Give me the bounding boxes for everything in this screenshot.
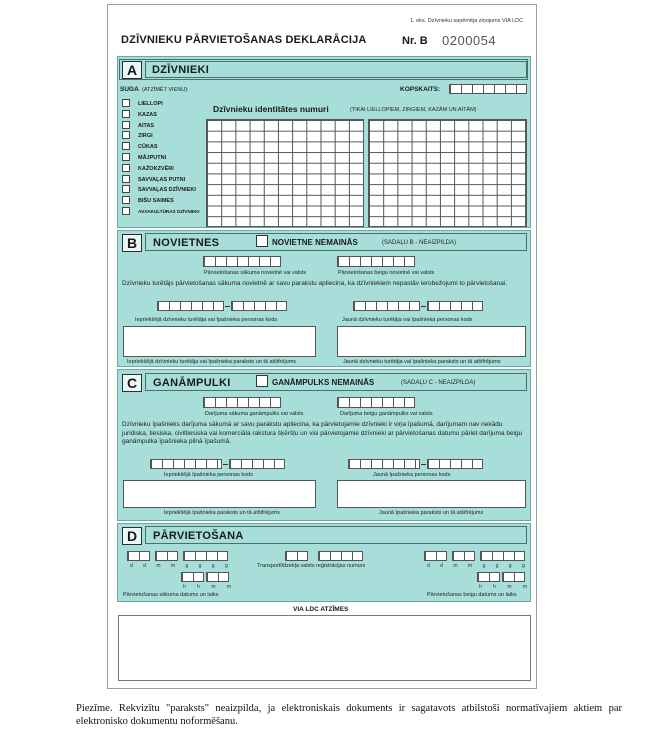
new-owner-code-part1[interactable] — [348, 459, 420, 469]
start-year-field[interactable] — [183, 551, 228, 561]
species-label-item: SAVVAĻAS PUTNI — [138, 176, 186, 183]
herd-unchanged-hint: (SADAĻU C - NEAIZPILDA) — [401, 380, 476, 386]
species-checkbox[interactable] — [122, 153, 130, 161]
end-minute-field[interactable] — [502, 572, 525, 582]
species-label-item: AITAS — [138, 122, 155, 129]
prev-owner-signature-label: Iepriekšējā īpašnieka paraksts un tā atšifrējums — [164, 510, 280, 516]
prev-holder-signature-label: Iepriekšējā dzīvnieku turētāja vai īpašnieka paraksts un tā atšifrējums — [127, 359, 297, 365]
species-label-item: BIŠU SAIMES — [138, 198, 174, 205]
premises-statement: Dzīvnieku turētājs pārvietošanas sākuma novietnē ar savu parakstu apliecina, ka dzīvniekiem nepastāv ierobežojumi to pārvietošanai. — [122, 280, 508, 287]
new-holder-code-part2[interactable] — [427, 301, 483, 311]
end-herd-code-field[interactable] — [337, 397, 415, 408]
document-number-label: Nr. B — [402, 35, 428, 47]
vehicle-label: Transportlīdzekļa valsts reģistrācijas numurs — [257, 563, 366, 569]
species-checkbox[interactable] — [122, 131, 130, 139]
start-herd-code-label: Darījuma sākuma ganāmpulks vai valsts — [205, 411, 304, 417]
total-count-label: KOPSKAITS: — [400, 86, 441, 93]
herd-unchanged-label: GANĀMPULKS NEMAINĀS — [272, 378, 375, 387]
footnote: Piezīme. Rekvizītu "paraksts" neaizpilda, ja elektroniskais dokuments ir sagatavots atbilstoši normatīvajiem aktiem par elektronisko dokumentu noformēšanu. — [76, 703, 622, 727]
section-b-letter: B — [122, 234, 142, 252]
id-numbers-title: Dzīvnieku identitātes numuri — [213, 104, 329, 114]
species-checkbox[interactable] — [122, 175, 130, 183]
species-label-item: SAVVAĻAS DZĪVNIEKI — [138, 187, 196, 194]
end-premises-code-field[interactable] — [337, 256, 415, 267]
species-hint: (ATZĪMĒT VIENU): — [142, 87, 189, 93]
id-numbers-grid-left[interactable] — [206, 119, 364, 227]
start-time-format: h h m m — [183, 584, 237, 590]
end-datetime-label: Pārvietošanas beigu datums un laiks — [427, 592, 517, 598]
new-holder-code-part1[interactable] — [353, 301, 420, 311]
start-date-format: d d m m g g g g — [130, 563, 233, 569]
prev-owner-code-part1[interactable] — [150, 459, 222, 469]
end-premises-code-label: Pārvietošanas beigu novietnē vai valsts — [338, 270, 435, 276]
new-owner-code-part2[interactable] — [427, 459, 483, 469]
start-month-field[interactable] — [155, 551, 178, 561]
species-checkbox[interactable] — [122, 207, 130, 215]
new-owner-code-label: Jaunā īpašnieka personas kods — [373, 472, 451, 478]
species-label-item: CŪKAS — [138, 144, 158, 151]
start-datetime-label: Pārvietošanas sākuma datums un laiks — [123, 592, 219, 598]
start-hour-field[interactable] — [181, 572, 204, 582]
form-title: DZĪVNIEKU PĀRVIETOŠANAS DEKLARĀCIJA — [121, 34, 367, 46]
end-month-field[interactable] — [452, 551, 475, 561]
total-count-field[interactable] — [449, 84, 527, 94]
species-checkbox[interactable] — [122, 185, 130, 193]
section-b-title: NOVIETNES — [153, 237, 220, 249]
species-checkbox[interactable] — [122, 121, 130, 129]
new-owner-signature-box[interactable] — [337, 480, 526, 508]
species-label-item: AKVAKULTŪRAS DZĪVNIEKI — [138, 209, 200, 214]
end-day-field[interactable] — [424, 551, 447, 561]
species-checkbox[interactable] — [122, 142, 130, 150]
species-checkbox[interactable] — [122, 164, 130, 172]
code-dash — [223, 464, 228, 465]
new-holder-signature-box[interactable] — [337, 326, 526, 357]
species-label-item: KAŽOKZVĒRI — [138, 165, 174, 172]
copy-note: 1. eks. Dzīvnieku saņēmēja ziņojums VIA LDC — [410, 18, 524, 24]
document-number: 0200054 — [442, 33, 497, 48]
species-label-item: LIELLOPI — [138, 101, 163, 107]
prev-owner-code-part2[interactable] — [229, 459, 285, 469]
species-checkbox[interactable] — [122, 110, 130, 118]
species-checkbox[interactable] — [122, 99, 130, 107]
start-herd-code-field[interactable] — [203, 397, 281, 408]
start-premises-code-label: Pārvietošanas sākuma novietnē vai valsts — [204, 270, 307, 276]
code-dash — [225, 306, 230, 307]
species-label-item: ZIRGI — [138, 133, 153, 140]
end-date-format: d d m m g g g g — [427, 563, 530, 569]
section-c-letter: C — [122, 374, 142, 392]
section-c-title: GANĀMPULKI — [153, 377, 231, 389]
herd-statement: Dzīvnieku īpašnieks darījuma sākumā ar savu parakstu apliecina, ka pārvietojamie dzīvnieki ir viņa īpašumā, darījumam nav nekādu juridiska, tiesiska, civiltiesiska vai komerciāla rakstura šķēršļu un visi pārvietojamie dzīvnieki ar pārvietošanas datumu pāriet darījuma beigu ganāmpulka īpašnieka pilnā īpašumā. — [122, 421, 523, 446]
code-dash — [421, 464, 426, 465]
id-numbers-hint: (TIKAI LIELLOPIEM, ZIRGIEM, KAZĀM UN AITĀM) — [350, 107, 477, 113]
ldc-marks-box[interactable] — [118, 615, 531, 681]
prev-holder-signature-box[interactable] — [123, 326, 316, 357]
species-label: SUGA — [120, 86, 139, 93]
prev-holder-code-label: Iepriekšējā dzīvnieku turētāja vai īpašnieka personas kods — [135, 317, 278, 323]
section-a-letter: A — [122, 61, 142, 79]
new-owner-signature-label: Jaunā īpašnieka paraksts un tā atšifrējums — [379, 510, 484, 516]
end-year-field[interactable] — [480, 551, 525, 561]
new-holder-signature-label: Jaunā dzīvnieku turētāja vai īpašnieka paraksts un tā atšifrējums — [343, 359, 501, 365]
section-d-letter: D — [122, 527, 142, 545]
end-time-format: h h m m — [479, 584, 533, 590]
species-checkbox[interactable] — [122, 196, 130, 204]
premises-unchanged-hint: (SADAĻU B - NEAIZPILDA) — [382, 240, 457, 246]
section-a-title: DZĪVNIEKI — [152, 64, 210, 76]
vehicle-number-field[interactable] — [318, 551, 363, 561]
premises-unchanged-label: NOVIETNE NEMAINĀS — [272, 238, 358, 247]
species-label-item: MĀJPUTNI — [138, 155, 167, 161]
start-day-field[interactable] — [127, 551, 150, 561]
end-hour-field[interactable] — [477, 572, 500, 582]
species-label-item: KAZAS — [138, 111, 157, 118]
start-minute-field[interactable] — [206, 572, 229, 582]
section-d-title: PĀRVIETOŠANA — [153, 530, 244, 542]
id-numbers-grid-right[interactable] — [368, 119, 527, 227]
vehicle-country-field[interactable] — [285, 551, 308, 561]
end-herd-code-label: Darījuma beigu ganāmpulks vai valsts — [340, 411, 433, 417]
herd-unchanged-checkbox[interactable] — [256, 375, 268, 387]
prev-owner-signature-box[interactable] — [123, 480, 316, 508]
start-premises-code-field[interactable] — [203, 256, 281, 267]
new-holder-code-label: Jaunā dzīvnieku turētāja vai īpašnieka personas kods — [342, 317, 473, 323]
prev-holder-code-part1[interactable] — [157, 301, 224, 311]
prev-owner-code-label: Iepriekšējā īpašnieka personas kods — [164, 472, 253, 478]
code-dash — [421, 306, 426, 307]
ldc-marks-title: VIA LDC ATZĪMES — [293, 606, 349, 613]
premises-unchanged-checkbox[interactable] — [256, 235, 268, 247]
prev-holder-code-part2[interactable] — [231, 301, 287, 311]
